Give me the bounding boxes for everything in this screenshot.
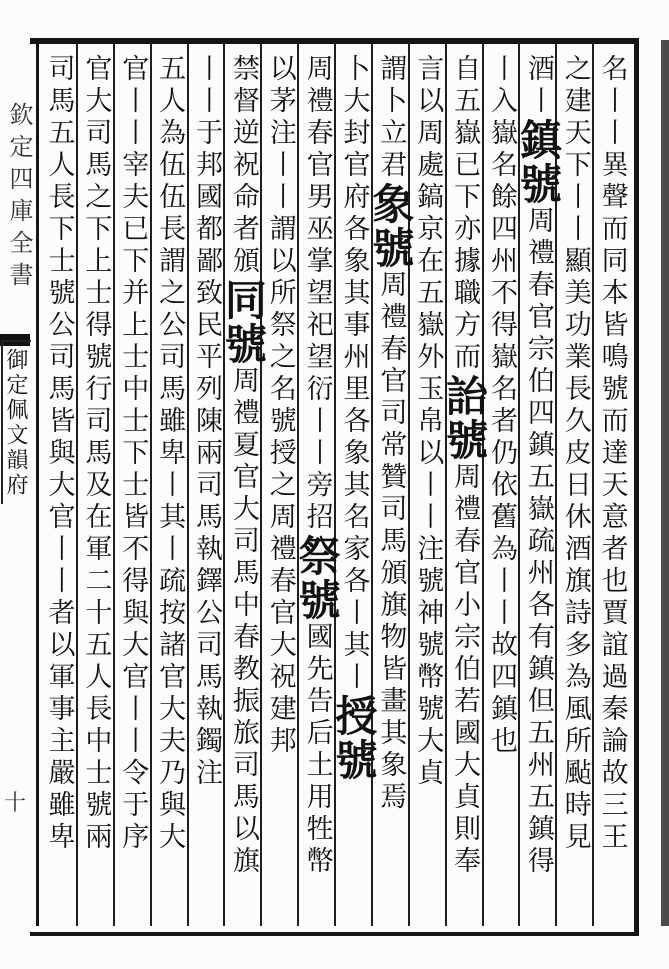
entry-headword: 祭號: [292, 534, 342, 622]
entry-text: 自五嶽已下亦據職方而: [449, 54, 481, 374]
entry-text: 周禮春官男巫掌望祀望衍丨丨旁招: [301, 54, 333, 534]
page-edge-shadow: [661, 40, 669, 926]
entry-text: 周禮春官小宗伯若國大貞則奉: [449, 462, 481, 878]
collection-title: 欽定四庫全書: [5, 102, 33, 294]
page-margin: [0, 44, 33, 924]
entry-text: 五人為伍伍長謂之公司馬雖卑丨其丨疏按諸官大夫乃與大: [154, 54, 186, 854]
entry-text: 謂卜立君: [375, 54, 407, 182]
entry-headword: 授號: [329, 694, 379, 782]
entry-text: 國先告后土用牲幣: [301, 622, 333, 878]
text-column: [36, 54, 80, 914]
entry-text: 禁督逆祝命者頒: [227, 54, 259, 278]
entry-text: 官丨丨宰夫已下并上士中士下士皆不得與大官丨丨令于序: [117, 54, 149, 854]
entry-text: 酒丨: [522, 54, 554, 118]
entry-text: 以茅注丨丨謂以所祭之名號授之周禮春官大祝建邦: [264, 54, 296, 758]
entry-text: 周禮夏官大司馬中春教振旅司馬以旗: [227, 366, 259, 878]
entry-text: 之建天下丨丨顯美功業長久皮日休酒旗詩多為風所颭時見: [559, 54, 591, 854]
entry-headword: 象號: [366, 182, 416, 270]
entry-headword: 鎮號: [513, 118, 563, 206]
entry-text: 卜大封官府各象其事州里各象其名家各丨其丨: [338, 54, 370, 694]
entry-text: 丨入嶽名餘四州不得嶽名者仍依舊為丨丨故四鎮也: [485, 54, 517, 758]
entry-text: 官大司馬之下上士得號行司馬及在軍二十五人長中士號兩: [80, 54, 112, 854]
entry-headword: 詒號: [440, 374, 490, 462]
entry-text: 言以周處鎬京在五嶽外玉帛以丨丨注號神號幣號大貞: [412, 54, 444, 790]
entry-text: 司馬五人長下士號公司馬皆與大官丨丨者以軍事主嚴雖卑: [43, 54, 75, 854]
entry-text: 周禮春官司常贊司馬頒旗物皆畫其象焉: [375, 270, 407, 814]
entry-text: 名丨丨異聲而同本皆鳴號而達天意者也賈誼過秦論故三王: [596, 54, 628, 854]
page-number-mark: 十: [4, 791, 27, 816]
book-title: 御定佩文韻府: [1, 340, 31, 504]
entry-text: 周禮春官宗伯四鎮五嶽疏州各有鎮但五州五鎮得: [522, 206, 554, 878]
entry-headword: 同號: [218, 278, 268, 366]
entry-text: 丨丨于邦國都鄙致民平列陳兩司馬執鐸公司馬執鐲注: [190, 54, 222, 790]
